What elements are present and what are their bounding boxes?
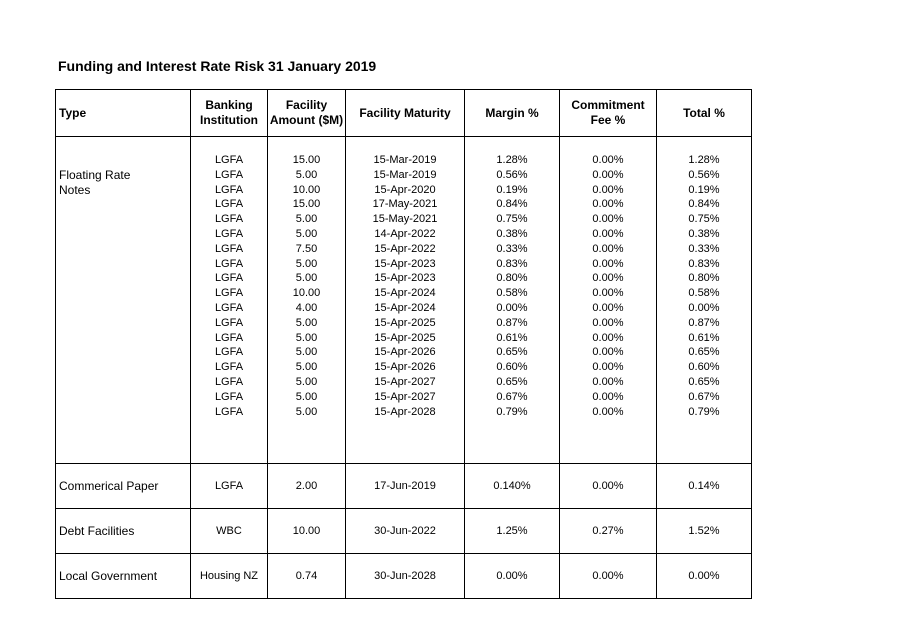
row-margin: 0.00% — [465, 554, 560, 599]
floating-maturity-value: 15-Apr-2024 — [374, 301, 436, 314]
floating-fee-value: 0.00% — [592, 272, 624, 285]
floating-total-value: 0.79% — [688, 405, 720, 418]
row-maturity: 17-Jun-2019 — [346, 464, 465, 509]
floating-fee-value: 0.00% — [592, 242, 624, 255]
floating-type-cell — [56, 137, 191, 464]
header-margin: Margin % — [465, 90, 560, 137]
floating-total-value: 0.84% — [688, 198, 720, 211]
header-bank-line2: Institution — [200, 113, 258, 127]
floating-amount-value: 5.00 — [295, 361, 318, 374]
row-maturity: 30-Jun-2028 — [346, 554, 465, 599]
floating-total-value: 0.67% — [688, 390, 720, 403]
floating-bank-value: LGFA — [214, 154, 244, 166]
row-bank: Housing NZ — [191, 554, 268, 599]
floating-fee-value: 0.00% — [592, 213, 624, 226]
floating-type-line2: Notes — [59, 183, 91, 197]
floating-margin-value: 0.33% — [496, 242, 528, 255]
header-amount-line1: Facility — [285, 98, 328, 112]
floating-maturity-value: 15-Apr-2025 — [374, 316, 436, 329]
floating-fee-value: 0.00% — [592, 375, 624, 388]
floating-margin-value: 0.60% — [496, 361, 528, 374]
row-total: 0.00% — [657, 554, 752, 599]
floating-total-value: 0.83% — [688, 257, 720, 270]
floating-fee-value: 0.00% — [592, 346, 624, 359]
floating-bank-value: LGFA — [214, 242, 244, 255]
row-margin: 0.140% — [465, 464, 560, 509]
floating-maturity-column — [346, 137, 465, 464]
floating-amount-value: 5.00 — [295, 375, 318, 388]
row-fee: 0.27% — [560, 509, 657, 554]
floating-total-value: 0.60% — [688, 361, 720, 374]
floating-total-column — [657, 137, 752, 464]
floating-rate-notes-section — [56, 137, 752, 464]
floating-margin-value: 0.75% — [496, 213, 528, 226]
table-row — [56, 509, 752, 554]
floating-maturity-value: 15-Mar-2019 — [373, 154, 437, 166]
floating-margin-value: 0.38% — [496, 227, 528, 240]
floating-maturity-value: 15-Mar-2019 — [373, 168, 437, 181]
floating-margin-value: 0.56% — [496, 168, 528, 181]
row-amount: 2.00 — [268, 464, 346, 509]
floating-fee-column — [560, 137, 657, 464]
floating-maturity-value: 15-May-2021 — [372, 213, 438, 226]
funding-table — [55, 89, 752, 599]
floating-maturity-value: 15-Apr-2028 — [374, 405, 436, 418]
floating-maturity-value: 15-Apr-2024 — [374, 287, 436, 300]
floating-maturity-value: 15-Apr-2020 — [374, 183, 436, 196]
floating-fee-value: 0.00% — [592, 390, 624, 403]
floating-amount-value: 5.00 — [295, 272, 318, 285]
floating-amount-value: 10.00 — [292, 287, 321, 300]
row-fee: 0.00% — [560, 464, 657, 509]
row-bank: LGFA — [191, 464, 268, 509]
floating-margin-value: 0.65% — [496, 346, 528, 359]
floating-bank-value: LGFA — [214, 361, 244, 374]
floating-amount-column — [268, 137, 346, 464]
floating-type-line1: Floating Rate — [59, 168, 131, 182]
row-type: Commerical Paper — [56, 464, 191, 509]
row-amount: 0.74 — [268, 554, 346, 599]
header-banking-institution — [191, 90, 268, 137]
floating-margin-value: 0.87% — [496, 316, 528, 329]
floating-fee-value: 0.00% — [592, 301, 624, 314]
header-commit-line1: Commitment — [571, 98, 645, 112]
floating-margin-value: 0.80% — [496, 272, 528, 285]
floating-maturity-value: 15-Apr-2025 — [374, 331, 436, 344]
row-total: 0.14% — [657, 464, 752, 509]
floating-amount-value: 5.00 — [295, 168, 318, 181]
floating-total-value: 0.87% — [688, 316, 720, 329]
floating-amount-value: 5.00 — [295, 346, 318, 359]
floating-margin-value: 0.00% — [496, 301, 528, 314]
floating-fee-value: 0.00% — [592, 405, 624, 418]
floating-bank-value: LGFA — [214, 390, 244, 403]
floating-margin-value: 1.28% — [496, 154, 528, 166]
header-commit-line2: Fee % — [590, 113, 626, 127]
header-facility-maturity: Facility Maturity — [346, 90, 465, 137]
floating-margin-column — [465, 137, 560, 464]
row-total: 1.52% — [657, 509, 752, 554]
floating-bank-value: LGFA — [214, 168, 244, 181]
floating-amount-value: 5.00 — [295, 331, 318, 344]
floating-amount-value: 5.00 — [295, 257, 318, 270]
floating-fee-value: 0.00% — [592, 227, 624, 240]
floating-total-value: 0.75% — [688, 213, 720, 226]
header-commitment-fee — [560, 90, 657, 137]
floating-fee-value: 0.00% — [592, 361, 624, 374]
floating-fee-value: 0.00% — [592, 287, 624, 300]
floating-bank-value: LGFA — [214, 316, 244, 329]
floating-bank-column — [191, 137, 268, 464]
floating-fee-value: 0.00% — [592, 154, 624, 166]
document-title: Funding and Interest Rate Risk 31 January 2019 — [58, 58, 377, 74]
row-maturity: 30-Jun-2022 — [346, 509, 465, 554]
floating-fee-value: 0.00% — [592, 168, 624, 181]
floating-maturity-value: 15-Apr-2023 — [374, 272, 436, 285]
floating-total-value: 0.58% — [688, 287, 720, 300]
floating-total-value: 1.28% — [688, 154, 720, 166]
floating-bank-value: LGFA — [214, 213, 244, 226]
floating-maturity-value: 15-Apr-2027 — [374, 390, 436, 403]
floating-total-value: 0.38% — [688, 227, 720, 240]
floating-total-value: 0.19% — [688, 183, 720, 196]
floating-bank-value: LGFA — [214, 287, 244, 300]
floating-maturity-value: 15-Apr-2022 — [374, 242, 436, 255]
floating-total-value: 0.80% — [688, 272, 720, 285]
floating-margin-value: 0.58% — [496, 287, 528, 300]
table-row — [56, 464, 752, 509]
floating-total-value: 0.00% — [688, 301, 720, 314]
floating-bank-value: LGFA — [214, 301, 244, 314]
floating-amount-value: 5.00 — [295, 390, 318, 403]
header-facility-amount — [268, 90, 346, 137]
floating-bank-value: LGFA — [214, 346, 244, 359]
header-total: Total % — [657, 90, 752, 137]
floating-amount-value: 15.00 — [292, 198, 321, 211]
row-bank: WBC — [191, 509, 268, 554]
floating-bank-value: LGFA — [214, 331, 244, 344]
floating-margin-value: 0.67% — [496, 390, 528, 403]
floating-maturity-value: 15-Apr-2023 — [374, 257, 436, 270]
floating-fee-value: 0.00% — [592, 198, 624, 211]
floating-amount-value: 5.00 — [295, 213, 318, 226]
floating-margin-value: 0.65% — [496, 375, 528, 388]
floating-amount-value: 5.00 — [295, 316, 318, 329]
floating-bank-value: LGFA — [214, 405, 244, 418]
floating-bank-value: LGFA — [214, 183, 244, 196]
floating-amount-value: 5.00 — [295, 405, 318, 418]
floating-maturity-value: 15-Apr-2026 — [374, 361, 436, 374]
header-type: Type — [56, 90, 191, 137]
header-row — [56, 90, 752, 137]
floating-fee-value: 0.00% — [592, 316, 624, 329]
row-fee: 0.00% — [560, 554, 657, 599]
floating-maturity-value: 15-Apr-2026 — [374, 346, 436, 359]
floating-maturity-value: 15-Apr-2027 — [374, 375, 436, 388]
floating-margin-value: 0.83% — [496, 257, 528, 270]
floating-fee-value: 0.00% — [592, 257, 624, 270]
floating-margin-value: 0.19% — [496, 183, 528, 196]
row-amount: 10.00 — [268, 509, 346, 554]
row-margin: 1.25% — [465, 509, 560, 554]
floating-margin-value: 0.84% — [496, 198, 528, 211]
table-row — [56, 554, 752, 599]
floating-amount-value: 7.50 — [295, 242, 318, 255]
row-type: Debt Facilities — [56, 509, 191, 554]
floating-amount-value: 4.00 — [295, 301, 318, 314]
floating-amount-value: 15.00 — [292, 154, 321, 166]
floating-maturity-value: 14-Apr-2022 — [374, 227, 436, 240]
floating-maturity-value: 17-May-2021 — [372, 198, 438, 211]
floating-bank-value: LGFA — [214, 198, 244, 211]
floating-bank-value: LGFA — [214, 257, 244, 270]
header-bank-line1: Banking — [205, 98, 253, 112]
floating-fee-value: 0.00% — [592, 331, 624, 344]
floating-fee-value: 0.00% — [592, 183, 624, 196]
floating-margin-value: 0.61% — [496, 331, 528, 344]
floating-total-value: 0.56% — [688, 168, 720, 181]
floating-bank-value: LGFA — [214, 272, 244, 285]
header-amount-line2: Amount ($M) — [269, 113, 344, 127]
floating-amount-value: 10.00 — [292, 183, 321, 196]
floating-total-value: 0.65% — [688, 346, 720, 359]
floating-amount-value: 5.00 — [295, 227, 318, 240]
floating-margin-value: 0.79% — [496, 405, 528, 418]
floating-total-value: 0.33% — [688, 242, 720, 255]
floating-bank-value: LGFA — [214, 375, 244, 388]
floating-total-value: 0.61% — [688, 331, 720, 344]
row-type: Local Government — [56, 554, 191, 599]
floating-total-value: 0.65% — [688, 375, 720, 388]
floating-bank-value: LGFA — [214, 227, 244, 240]
